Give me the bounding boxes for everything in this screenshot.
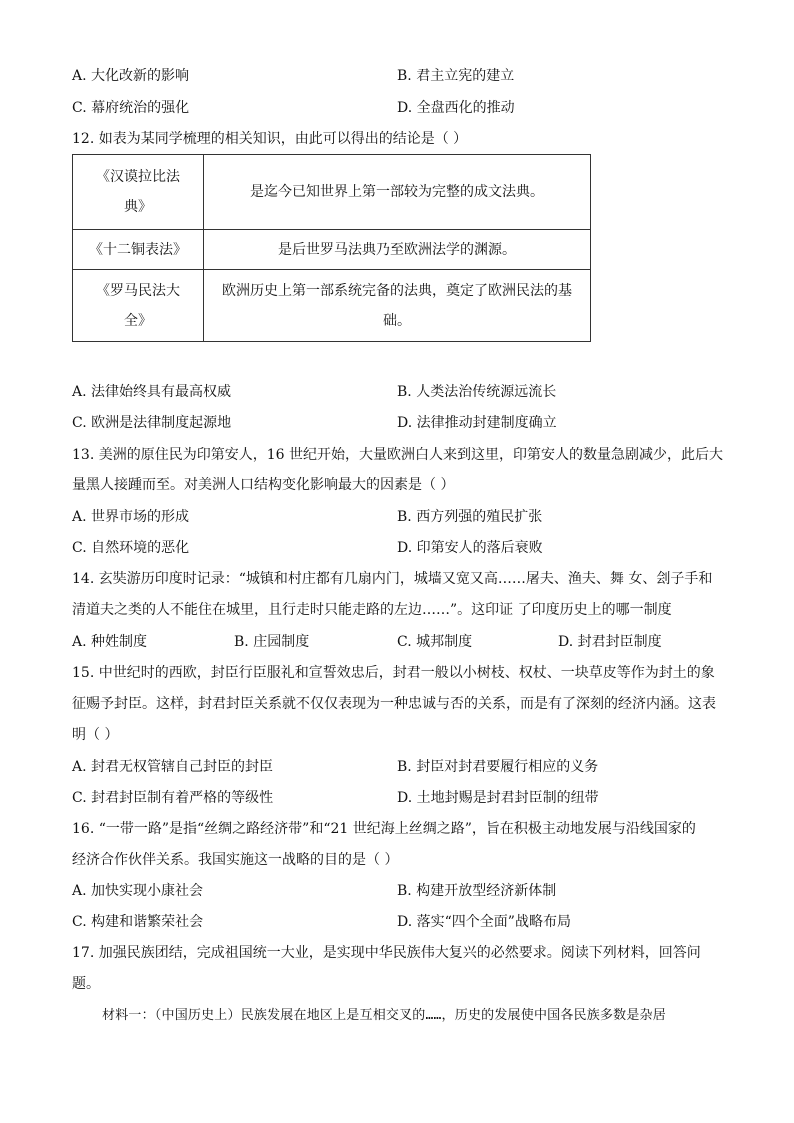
q15-option-d: D. 土地封赐是封君封臣制的纽带: [397, 790, 599, 806]
q16-stem-line1: 16. “一带一路”是指“丝绸之路经济带”和“21 世纪海上丝绸之路”，旨在积极主动地发展与沿线国家的: [72, 821, 696, 837]
q14-option-c: C. 城邦制度: [397, 634, 473, 650]
q13-stem-line1: 13. 美洲的原住民为印第安人，16 世纪开始，大量欧洲白人来到这里，印第安人的数量急剧减少，此后大: [72, 447, 723, 463]
q14-stem-line1: 14. 玄奘游历印度时记录：“城镇和村庄都有几扇内门，城墙又宽又高……屠夫、渔夫、舞 女、刽子手和: [72, 571, 713, 587]
q11-option-a: A. 大化改新的影响: [72, 68, 190, 84]
knowledge-table: [72, 154, 591, 342]
table-row: [73, 155, 591, 230]
table-cell-law-desc: [204, 230, 591, 270]
law-desc-line: 是迄今已知世界上第一部较为完整的成文法典。: [250, 184, 544, 200]
q15-option-b: B. 封臣对封君要履行相应的义务: [397, 759, 599, 775]
q11-option-d: D. 全盘西化的推动: [397, 100, 515, 116]
q17-stem-line2: 题。: [72, 976, 100, 992]
table-row: [73, 270, 591, 342]
q12-option-b: B. 人类法治传统源远流长: [397, 384, 557, 400]
q15-stem-line1: 15. 中世纪时的西欧，封臣行臣服礼和宣誓效忠后，封君一般以小树枝、权杖、一块草皮等作为封土的象: [72, 665, 715, 681]
table-cell-law-name: [73, 155, 204, 230]
q16-option-b: B. 构建开放型经济新体制: [397, 883, 557, 899]
q16-option-a: A. 加快实现小康社会: [72, 883, 204, 899]
q16-stem-line2: 经济合作伙伴关系。我国实施这一战略的目的是（ ）: [72, 852, 399, 868]
q14-stem-line2: 清道夫之类的人不能住在城里，且行走时只能走路的左边……”。这印证 了印度历史上的哪一制度: [72, 602, 672, 618]
law-name-line: 全》: [124, 312, 152, 329]
q15-stem-line3: 明（ ）: [72, 727, 119, 743]
q12-option-c: C. 欧洲是法律制度起源地: [72, 415, 232, 431]
q14-option-a: A. 种姓制度: [72, 634, 148, 650]
q14-option-d: D. 封君封臣制度: [558, 634, 662, 650]
law-desc-line: 是后世罗马法典乃至欧洲法学的渊源。: [278, 241, 516, 258]
table-cell-law-desc: [204, 270, 591, 342]
table-cell-law-desc: [204, 155, 591, 230]
q15-stem-line2: 征赐予封臣。这样，封君封臣关系就不仅仅表现为一种忠诚与否的关系，而是有了深刻的经济内涵。这表: [72, 696, 716, 712]
q14-option-b: B. 庄园制度: [234, 634, 310, 650]
q13-option-d: D. 印第安人的落后衰败: [397, 540, 543, 556]
q12-stem: 12. 如表为某同学梳理的相关知识，由此可以得出的结论是（ ）: [72, 131, 468, 147]
law-desc-line: 础。: [383, 312, 411, 329]
table-row: [73, 230, 591, 270]
law-name-line: 《十二铜表法》: [89, 241, 187, 258]
table-cell-law-name: [73, 270, 204, 342]
q13-option-b: B. 西方列强的殖民扩张: [397, 509, 543, 525]
law-name-line: 《汉谟拉比法: [96, 169, 180, 185]
law-name-line: 《罗马民法大: [96, 282, 180, 299]
q11-option-c: C. 幕府统治的强化: [72, 100, 190, 116]
q11-option-b: B. 君主立宪的建立: [397, 68, 515, 84]
table-cell-law-name: [73, 230, 204, 270]
q15-option-a: A. 封君无权管辖自己封臣的封臣: [72, 759, 274, 775]
q13-option-c: C. 自然环境的恶化: [72, 540, 190, 556]
q13-stem-line2: 量黑人接踵而至。对美洲人口结构变化影响最大的因素是（ ）: [72, 477, 455, 493]
law-name-line: 典》: [124, 199, 152, 215]
q17-stem-line1: 17. 加强民族团结，完成祖国统一大业，是实现中华民族伟大复兴的必然要求。阅读下列材料，回答问: [72, 945, 701, 961]
q16-option-d: D. 落实“四个全面”战略布局: [397, 914, 571, 930]
law-desc-line: 欧洲历史上第一部系统完备的法典，奠定了欧洲民法的基: [222, 282, 572, 299]
q15-option-c: C. 封君封臣制有着严格的等级性: [72, 790, 274, 806]
q17-material-one: 材料一：（中国历史上）民族发展在地区上是互相交叉的……，历史的发展使中国各民族多数是杂居: [102, 1008, 666, 1023]
q16-option-c: C. 构建和谐繁荣社会: [72, 914, 204, 930]
q13-option-a: A. 世界市场的形成: [72, 509, 190, 525]
q12-option-a: A. 法律始终具有最高权威: [72, 384, 232, 400]
q12-option-d: D. 法律推动封建制度确立: [397, 415, 557, 431]
